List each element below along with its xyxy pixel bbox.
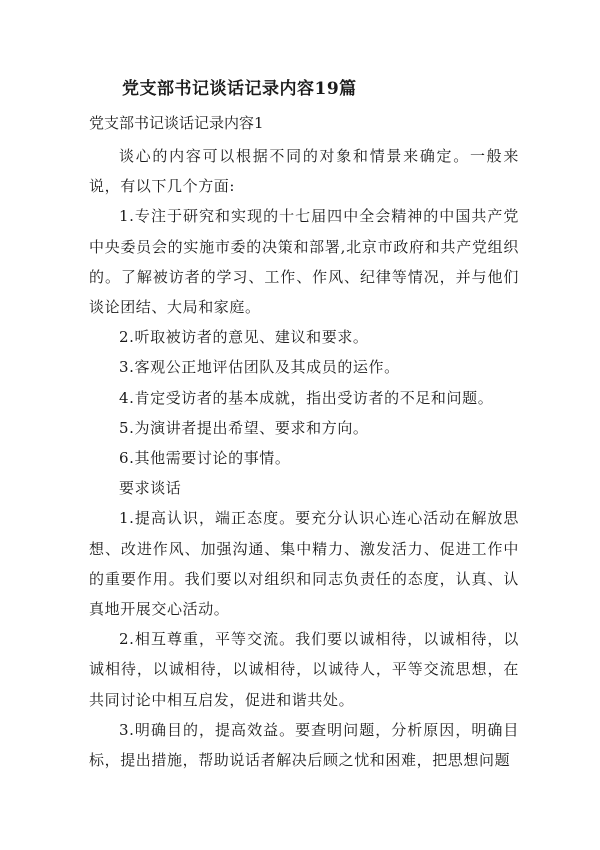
document-title: 党支部书记谈话记录内容19篇 (122, 79, 357, 99)
document-subtitle: 党支部书记谈话记录内容1 (89, 114, 264, 132)
paragraph: 2.听取被访者的意见、建议和要求。 (119, 328, 369, 347)
paragraph: 5.为演讲者提出希望、要求和方向。 (119, 418, 369, 437)
paragraph: 6.其他需要讨论的事情。 (119, 449, 291, 468)
section-heading: 要求谈话 (119, 479, 182, 498)
paragraph: 4.肯定受访者的基本成就，指出受访者的不足和问题。 (119, 388, 494, 407)
document-body (89, 141, 519, 775)
paragraph: 谈心的内容可以根据不同的对象和情景来确定。一般来说，有以下几个方面: (89, 147, 519, 196)
paragraph: 2.相互尊重，平等交流。我们要以诚相待，以诚相待，以诚相待，以诚相待，以诚相待，以诚待人，平等交流思想，在共同讨论中相互启发，促进和谐共处。 (89, 630, 519, 709)
paragraph: 3.明确目的，提高效益。要查明问题，分析原因，明确目标，提出措施，帮助说话者解决后顾之忧和困难，把思想问题 (89, 720, 519, 770)
paragraph: 1.专注于研究和实现的十七届四中全会精神的中国共产党中央委员会的实施市委的决策和部署,北京市政府和共产党组织的。了解被访者的学习、工作、作风、纪律等情况，并与他们谈论团结、大局和家庭。 (89, 207, 519, 317)
paragraph: 1.提高认识，端正态度。要充分认识心连心活动在解放思想、改进作风、加强沟通、集中精力、激发活力、促进工作中的重要作用。我们要以对组织和同志负责任的态度，认真、认真地开展交心活动。 (89, 509, 519, 619)
paragraph: 3.客观公正地评估团队及其成员的运作。 (119, 358, 400, 377)
